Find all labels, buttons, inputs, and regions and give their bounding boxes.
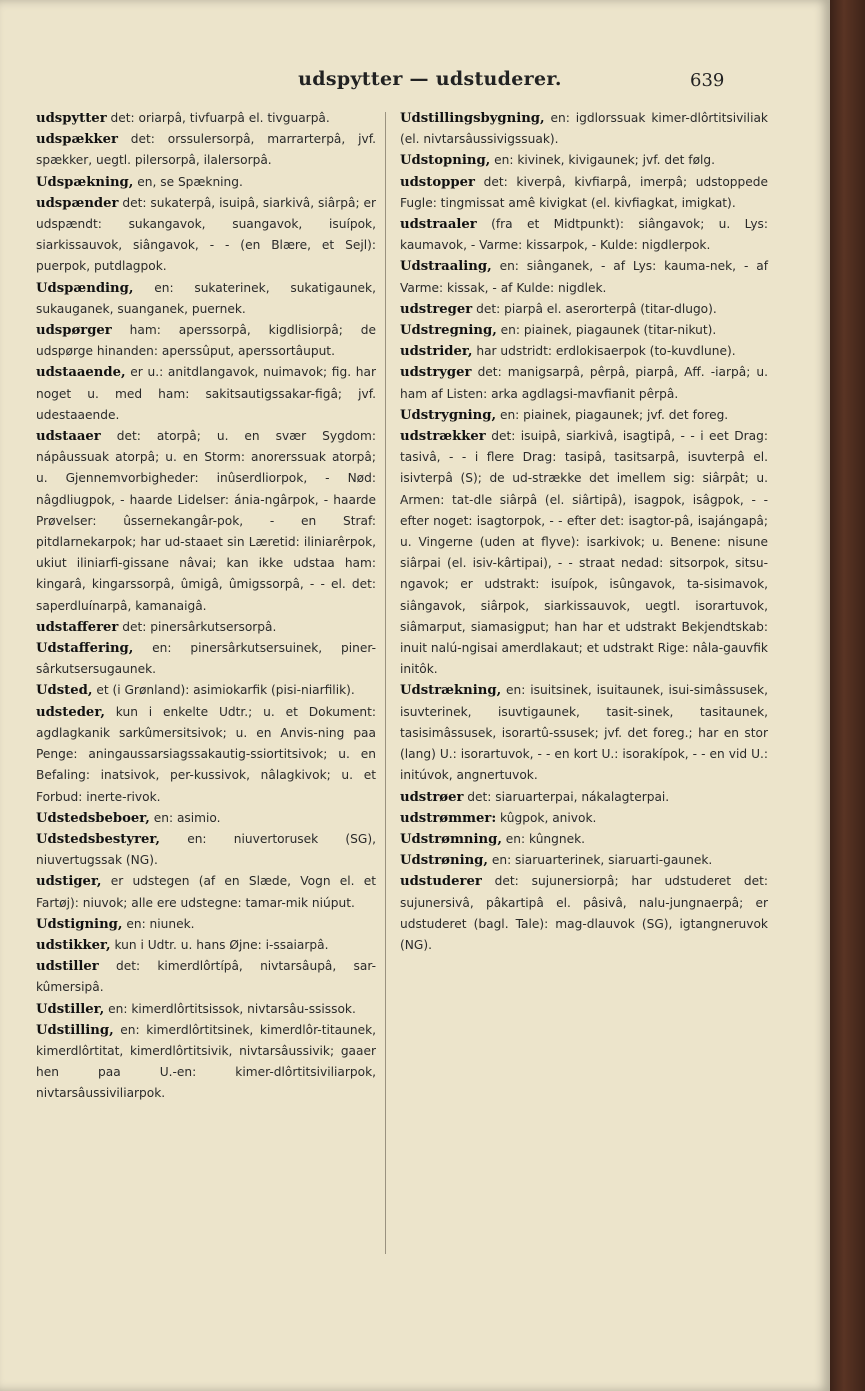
dictionary-entry (400, 256, 768, 298)
entry-text: en: sukaterinek, sukatigaunek, sukauganek, suanganek, puernek. (36, 280, 376, 316)
entry-headword: Udspækning, (36, 174, 134, 190)
entry-headword: Udstaffering, (36, 641, 134, 657)
dictionary-entry (400, 787, 768, 808)
dictionary-entry (36, 808, 376, 829)
entry-text: en: igdlorssuak kimer-dlôrtitsiviliak (el. nivtarsâussivigssuak). (400, 111, 768, 147)
dictionary-entry (36, 871, 376, 913)
entry-text: en: kûngnek. (501, 831, 586, 846)
dictionary-entry (36, 172, 376, 193)
entry-text: en: siaruarterinek, siaruarti-gaunek. (487, 853, 713, 868)
dictionary-entry (400, 850, 768, 871)
entry-text: kûgpok, anivok. (496, 810, 597, 825)
entry-text: en: niuvertorusek (SG), niuvertugssak (NG). (36, 831, 376, 868)
entry-headword: Udstrygning, (400, 407, 497, 423)
entry-text: det: oriarpâ, tivfuarpâ el. tivguarpâ. (106, 111, 330, 125)
dictionary-entry (400, 108, 768, 150)
dictionary-entry (36, 426, 376, 617)
entry-headword: udspækker (36, 132, 118, 148)
entry-headword: Udsted, (36, 683, 93, 699)
dictionary-entry (36, 129, 376, 171)
entry-text: det: manigsarpâ, pêrpâ, piarpâ, Aff. -iarpâ; u. ham af Listen: arka agdlagsi-mavfianit pêrpâ. (400, 365, 768, 401)
entry-text: det: sukaterpâ, isuipâ, siarkivâ, siârpâ; er udspændt: sukangavok, suangavok, isuípok, siarkissauvok, siângavok, - - (en Blære, et Sejl): puerpok, putdlagpok. (36, 195, 376, 274)
entry-headword: udstikker, (36, 937, 111, 953)
dictionary-entry (400, 362, 768, 404)
entry-text: en, se Spækning. (133, 174, 243, 189)
entry-headword: udstiger, (36, 874, 102, 890)
entry-headword: Udstrækning, (400, 683, 502, 699)
entry-headword: Udspænding, (36, 280, 134, 296)
dictionary-entry (36, 956, 376, 998)
entry-headword: udstrømmer: (400, 810, 497, 826)
dictionary-entry (36, 1020, 376, 1105)
entry-headword: Udstedsbestyrer, (36, 831, 160, 847)
entry-text: (fra et Midtpunkt): siângavok; u. Lys: kaumavok, - Varme: kissarpok, - Kulde: nigdlerpok. (400, 217, 768, 253)
dictionary-entry (36, 108, 376, 129)
entry-text: en: kivinek, kivigaunek; jvf. det følg. (490, 153, 716, 168)
entry-headword: Udstedsbeboer, (36, 810, 150, 826)
entry-text: en: piainek, piagaunek (titar-nikut). (496, 323, 717, 338)
dictionary-entry (36, 617, 376, 638)
entry-headword: Udstilling, (36, 1022, 114, 1038)
page-number: 639 (690, 70, 725, 91)
entry-headword: Udstigning, (36, 916, 123, 932)
entry-text: en: kimerdlôrtitsissok, nivtarsâu-ssissok. (104, 1001, 356, 1016)
entry-headword: Udstregning, (400, 323, 497, 339)
column-divider (385, 112, 386, 1254)
entry-text: det: siaruarterpai, nákalagterpai. (463, 789, 670, 804)
entry-headword: udstiller (36, 959, 99, 975)
dictionary-entry (36, 999, 376, 1020)
entry-headword: udstopper (400, 174, 475, 190)
entry-headword: udstrækker (400, 429, 486, 445)
entry-text: en: asimio. (149, 810, 221, 825)
entry-text: det: kiverpâ, kivfiarpâ, imerpâ; udstoppede Fugle: tingmissat amê kivigkat (el. kivfiagkat, imigkat). (400, 174, 768, 210)
dictionary-entry (400, 214, 768, 256)
entry-text: det: orssulersorpâ, marrarterpâ, jvf. spækker, uegtl. pilersorpâ, ilalersorpâ. (36, 132, 376, 168)
dictionary-entry (36, 362, 376, 426)
entry-headword: Udstrøning, (400, 853, 488, 869)
book-spine (830, 0, 865, 1391)
dictionary-entry (36, 193, 376, 278)
dictionary-entry (400, 172, 768, 214)
entry-headword: udstafferer (36, 619, 119, 635)
dictionary-entry (36, 914, 376, 935)
dictionary-entry (36, 829, 376, 871)
dictionary-entry (36, 320, 376, 362)
entry-headword: udstaaer (36, 429, 101, 445)
entry-headword: udspørger (36, 323, 112, 339)
entry-text: en: isuitsinek, isuitaunek, isui-simâssusek, isuvterinek, isuvtigaunek, tasit-sinek, tasitaunek, tasisimâssusek, isorartû-ssusek; jvf. det foreg.; har en stor (lang) U.: isorartuvok, - - en kort U.: isorakípok, - - en vid U.: initúvok, angnertuvok. (400, 683, 768, 783)
dictionary-entry (400, 829, 768, 850)
entry-headword: udstreger (400, 301, 473, 317)
dictionary-entry (400, 341, 768, 362)
entry-text: en: siânganek, - af Lys: kauma-nek, - af Varme: kissak, - af Kulde: nigdlek. (400, 259, 768, 295)
left-column (36, 108, 376, 1105)
entry-headword: udstraaler (400, 217, 477, 233)
entry-text: det: pinersârkutsersorpâ. (118, 619, 277, 634)
entry-text: det: atorpâ; u. en svær Sygdom: nápâussuak atorpâ; u. en Storm: anorerssuak atorpâ; u. Gjennemvorbigheder: inûserdliorpok, - Nød: nâgdliugpok, - haarde Lidelser: ánia-ngârpok, - haarde Prøvelser: ûssernekangâr-pok, - en Straf: pitdlarnekarpok; har ud-staaet sin Læretid: iliniarêrpok, ukiut iliniarfi-gissane nâvai; kan ikke udstaa ham: kingarâ, kingarssorpâ, ûmigâ, ûmigssorpâ, - - el. det: saperdluínarpâ, kamanaigâ. (36, 429, 376, 613)
entry-text: kun i enkelte Udtr.; u. et Dokument: agdlagkanik sarkûmersitsivok; u. en Anvis-ning paa Penge: aningaussarsiagssakautig-ssiortitsivok; u. en Befaling: inatsivok, per-kussivok, nâlagkivok; u. et Forbud: inerte-rivok. (36, 704, 376, 804)
page-header (0, 62, 830, 98)
entry-headword: Udstrømning, (400, 831, 502, 847)
entry-text: det: kimerdlôrtípâ, nivtarsâupâ, sar-kûmersipâ. (36, 959, 376, 995)
entry-text: ham: aperssorpâ, kigdlisiorpâ; de udspørge hinanden: aperssûput, aperssortâuput. (36, 323, 376, 359)
dictionary-entry (400, 871, 768, 956)
running-head: udspytter — udstuderer. (298, 68, 562, 90)
entry-headword: Udstillingsbygning, (400, 111, 545, 126)
dictionary-entry (36, 638, 376, 680)
entry-headword: udspænder (36, 195, 119, 211)
entry-text: er u.: anitdlangavok, nuimavok; fig. har noget u. med ham: sakitsautigssakar-figâ; jvf. udestaaende. (36, 365, 376, 422)
entry-text: er udstegen (af en Slæde, Vogn el. et Fartøj): niuvok; alle ere udstegne: tamar-mik niúput. (36, 874, 376, 910)
entry-headword: Udstiller, (36, 1001, 105, 1017)
entry-headword: udstaaende, (36, 365, 126, 381)
entry-headword: udspytter (36, 111, 107, 126)
entry-text: en: kimerdlôrtitsinek, kimerdlôr-titaunek, kimerdlôrtitat, kimerdlôrtitsivik, nivtarsâussivik; gaaer hen paa U.-en: kimer-dlôrtitsiviliarpok, nivtarsâussiviliarpok. (36, 1022, 376, 1101)
dictionary-entry (400, 405, 768, 426)
entry-text: en: piainek, piagaunek; jvf. det foreg. (496, 407, 729, 422)
entry-headword: udstrøer (400, 789, 464, 805)
entry-text: en: niunek. (122, 916, 195, 931)
entry-headword: Udstraaling, (400, 259, 492, 275)
entry-text: et (i Grønland): asimiokarfik (pisi-niarfilik). (92, 683, 355, 698)
entry-headword: udstryger (400, 365, 472, 381)
entry-headword: Udstopning, (400, 153, 491, 169)
dictionary-entry (36, 702, 376, 808)
right-column (400, 108, 768, 956)
dictionary-entry (400, 320, 768, 341)
dictionary-entry (400, 299, 768, 320)
entry-headword: udstrider, (400, 344, 473, 360)
dictionary-entry (36, 935, 376, 956)
entry-text: kun i Udtr. u. hans Øjne: i-ssaiarpâ. (110, 937, 329, 952)
entry-text: har udstridt: erdlokisaerpok (to-kuvdlune). (472, 344, 736, 359)
entry-text: det: piarpâ el. aserorterpâ (titar-dlugo). (472, 301, 717, 316)
dictionary-entry (400, 680, 768, 786)
dictionary-entry (400, 426, 768, 680)
entry-text: det: isuipâ, siarkivâ, isagtipâ, - - i eet Drag: tasivâ, - - i flere Drag: tasipâ, tasitsarpâ, isuvterpâ el. isivterpâ (S); de ud-strække det imellem sig: siârpât; u. Armen: tat-dle siârpâ (el. siârtipâ), isagpok, isâgpok, - - efter noget: isagtorpok, - - efter det: isagtor-pâ, isajángapâ; u. Vingerne (uden at flyve): isarkivok; u. Benene: nisune siârpai (el. isiv-kârtipai), - - straat nedad: sitsorpok, sitsu-ngavok; er udstrakt: isuípok, isûngavok, ta-sisimavok, siângavok, siârpok, siarkissauvok, uegtl. isorartuvok, siâmarput, siamasigput; han har et udstrakt Bekjendtskab: inuit nalú-ngisai amerdlakaut; et udstrakt Rige: nâla-gauvfik initôk. (400, 429, 768, 677)
dictionary-entry (36, 278, 376, 320)
entry-headword: udsteder, (36, 704, 105, 720)
entry-text: en: pinersârkutsersuinek, piner-sârkutsersugaunek. (36, 641, 376, 677)
entry-text: det: sujunersiorpâ; har udstuderet det: sujunersivâ, pâkartipâ el. pâsivâ, nalu-jungnaerpâ; er udstuderet (bagl. Tale): mag-dlauvok (SG), igtangneruvok (NG). (400, 874, 768, 952)
entry-headword: udstuderer (400, 874, 482, 890)
dictionary-entry (400, 808, 768, 829)
dictionary-entry (36, 680, 376, 701)
dictionary-entry (400, 150, 768, 171)
